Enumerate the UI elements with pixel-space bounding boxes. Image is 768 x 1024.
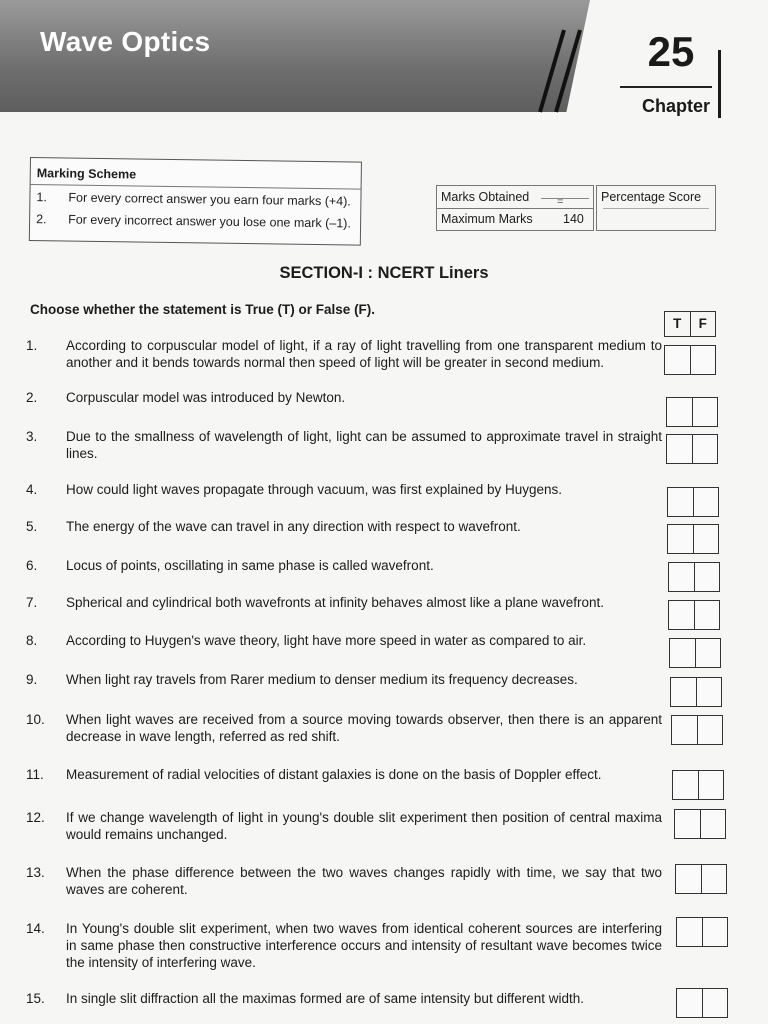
false-column-label: F — [698, 316, 707, 331]
true-checkbox[interactable] — [677, 989, 703, 1017]
true-checkbox[interactable] — [677, 918, 703, 946]
true-checkbox[interactable] — [669, 601, 695, 629]
true-checkbox[interactable] — [675, 810, 701, 838]
chapter-title: Wave Optics — [40, 26, 211, 57]
true-false-answer-box — [676, 917, 728, 947]
true-checkbox[interactable] — [670, 639, 696, 667]
double-slash-decoration-icon — [534, 26, 600, 116]
maximum-marks-label: Maximum Marks — [441, 212, 533, 226]
true-false-answer-box — [669, 638, 721, 668]
chapter-label: Chapter — [641, 96, 710, 116]
true-false-answer-box — [675, 864, 727, 894]
false-checkbox[interactable] — [703, 989, 728, 1017]
question-number: 12. — [26, 810, 45, 825]
question-number: 11. — [26, 767, 44, 782]
question-text: Spherical and cylindrical both wavefronts at infinity behaves almost like a plane wavefront. — [66, 595, 605, 610]
score-box — [436, 185, 716, 233]
question-number: 15. — [26, 991, 45, 1006]
true-false-answer-box — [667, 487, 719, 517]
question-text: Locus of points, oscillating in same phase is called wavefront. — [66, 558, 434, 573]
true-false-answer-box — [672, 770, 724, 800]
question-number: 14. — [26, 921, 45, 936]
true-false-answer-box — [674, 809, 726, 839]
false-checkbox[interactable] — [693, 435, 718, 463]
true-checkbox[interactable] — [669, 563, 695, 591]
chapter-divider — [620, 86, 712, 88]
marking-scheme-item — [36, 190, 351, 208]
true-false-answer-box — [666, 397, 718, 427]
instruction-text: Choose whether the statement is True (T) or False (F). — [30, 302, 376, 317]
equals-sign: = — [557, 196, 564, 208]
true-false-answer-box — [664, 345, 716, 375]
question-text: When light waves are received from a source moving towards observer, then there is an apparent decrease in wave length, referred as red shift. — [66, 712, 662, 744]
false-checkbox[interactable] — [694, 488, 719, 516]
false-checkbox[interactable] — [698, 716, 723, 744]
false-checkbox[interactable] — [694, 525, 719, 553]
false-checkbox[interactable] — [695, 563, 720, 591]
percentage-score-line — [603, 208, 709, 209]
marks-obtained-blank[interactable] — [541, 198, 589, 199]
marking-scheme-item-text: For every correct answer you earn four marks (+4). — [68, 190, 351, 209]
question-number: 13. — [26, 865, 45, 880]
question-number: 5. — [26, 519, 38, 534]
question-text: Measurement of radial velocities of distant galaxies is done on the basis of Doppler effect. — [66, 767, 602, 782]
true-checkbox[interactable] — [668, 525, 694, 553]
question-number: 1. — [26, 338, 38, 353]
question-text: In Young's double slit experiment, when two waves from identical coherent sources are interfering in same phase then constructive interference occurs and intensity of resultant wave becomes twice the intensity of interfering wave. — [66, 921, 662, 970]
true-checkbox[interactable] — [667, 398, 693, 426]
true-checkbox[interactable] — [672, 716, 698, 744]
marking-scheme-item — [36, 212, 351, 230]
marking-scheme-title: Marking Scheme — [36, 166, 137, 182]
true-false-answer-box — [668, 600, 720, 630]
percentage-score-label: Percentage Score — [601, 190, 702, 204]
marking-scheme-item-number: 1. — [36, 190, 47, 205]
question-text: When the phase difference between the two waves changes rapidly with time, we say that two waves are coherent. — [66, 865, 662, 897]
false-checkbox[interactable] — [696, 639, 721, 667]
marking-scheme-divider — [31, 184, 361, 190]
false-checkbox[interactable] — [697, 678, 722, 706]
true-checkbox[interactable] — [667, 435, 693, 463]
true-checkbox[interactable] — [673, 771, 699, 799]
true-checkbox[interactable] — [671, 678, 697, 706]
false-checkbox[interactable] — [699, 771, 724, 799]
true-checkbox[interactable] — [668, 488, 694, 516]
question-number: 6. — [26, 558, 38, 573]
marks-fraction-box — [436, 185, 594, 231]
false-checkbox[interactable] — [695, 601, 720, 629]
true-false-header — [664, 311, 716, 337]
section-heading: SECTION-I : NCERT Liners — [279, 264, 489, 282]
false-checkbox[interactable] — [693, 398, 718, 426]
question-text: In single slit diffraction all the maximas formed are of same intensity but different width. — [66, 991, 584, 1006]
question-text: According to Huygen's wave theory, light have more speed in water as compared to air. — [66, 633, 587, 648]
true-false-answer-box — [671, 715, 723, 745]
true-false-answer-box — [667, 524, 719, 554]
maximum-marks-value: 140 — [563, 212, 584, 226]
true-false-answer-box — [668, 562, 720, 592]
false-checkbox[interactable] — [702, 865, 727, 893]
true-false-answer-box — [670, 677, 722, 707]
percentage-score-box[interactable] — [596, 185, 716, 231]
chapter-number: 25 — [647, 28, 695, 75]
false-checkbox[interactable] — [691, 346, 716, 374]
true-checkbox[interactable] — [676, 865, 702, 893]
question-number: 9. — [26, 672, 38, 687]
question-text: How could light waves propagate through vacuum, was first explained by Huygens. — [66, 482, 563, 497]
chapter-vertical-bar — [718, 50, 721, 118]
true-column-label: T — [665, 312, 691, 336]
question-number: 4. — [26, 482, 38, 497]
question-text: According to corpuscular model of light, if a ray of light travelling from one transparent medium to another and it bends towards normal then speed of light will be greater in second medium. — [66, 338, 662, 370]
marking-scheme-box — [29, 157, 362, 246]
fraction-line — [437, 208, 593, 209]
marks-obtained-label: Marks Obtained — [441, 190, 530, 204]
question-number: 10. — [26, 712, 45, 727]
question-text: When light ray travels from Rarer medium to denser medium its frequency decreases. — [66, 672, 578, 687]
question-text: Corpuscular model was introduced by Newton. — [66, 390, 346, 405]
true-false-answer-box — [676, 988, 728, 1018]
question-number: 3. — [26, 429, 38, 444]
question-number: 7. — [26, 595, 38, 610]
marking-scheme-item-number: 2. — [36, 212, 47, 227]
marking-scheme-item-text: For every incorrect answer you lose one mark (–1). — [68, 212, 351, 231]
question-text: Due to the smallness of wavelength of light, light can be assumed to approximate travel in straight lines. — [66, 429, 662, 461]
false-checkbox[interactable] — [703, 918, 728, 946]
question-number: 8. — [26, 633, 38, 648]
question-number: 2. — [26, 390, 38, 405]
true-checkbox[interactable] — [665, 346, 691, 374]
false-checkbox[interactable] — [701, 810, 726, 838]
true-false-answer-box — [666, 434, 718, 464]
question-text: The energy of the wave can travel in any direction with respect to wavefront. — [66, 519, 521, 534]
question-text: If we change wavelength of light in young's double slit experiment then position of central maxima would remains unchanged. — [66, 810, 662, 842]
